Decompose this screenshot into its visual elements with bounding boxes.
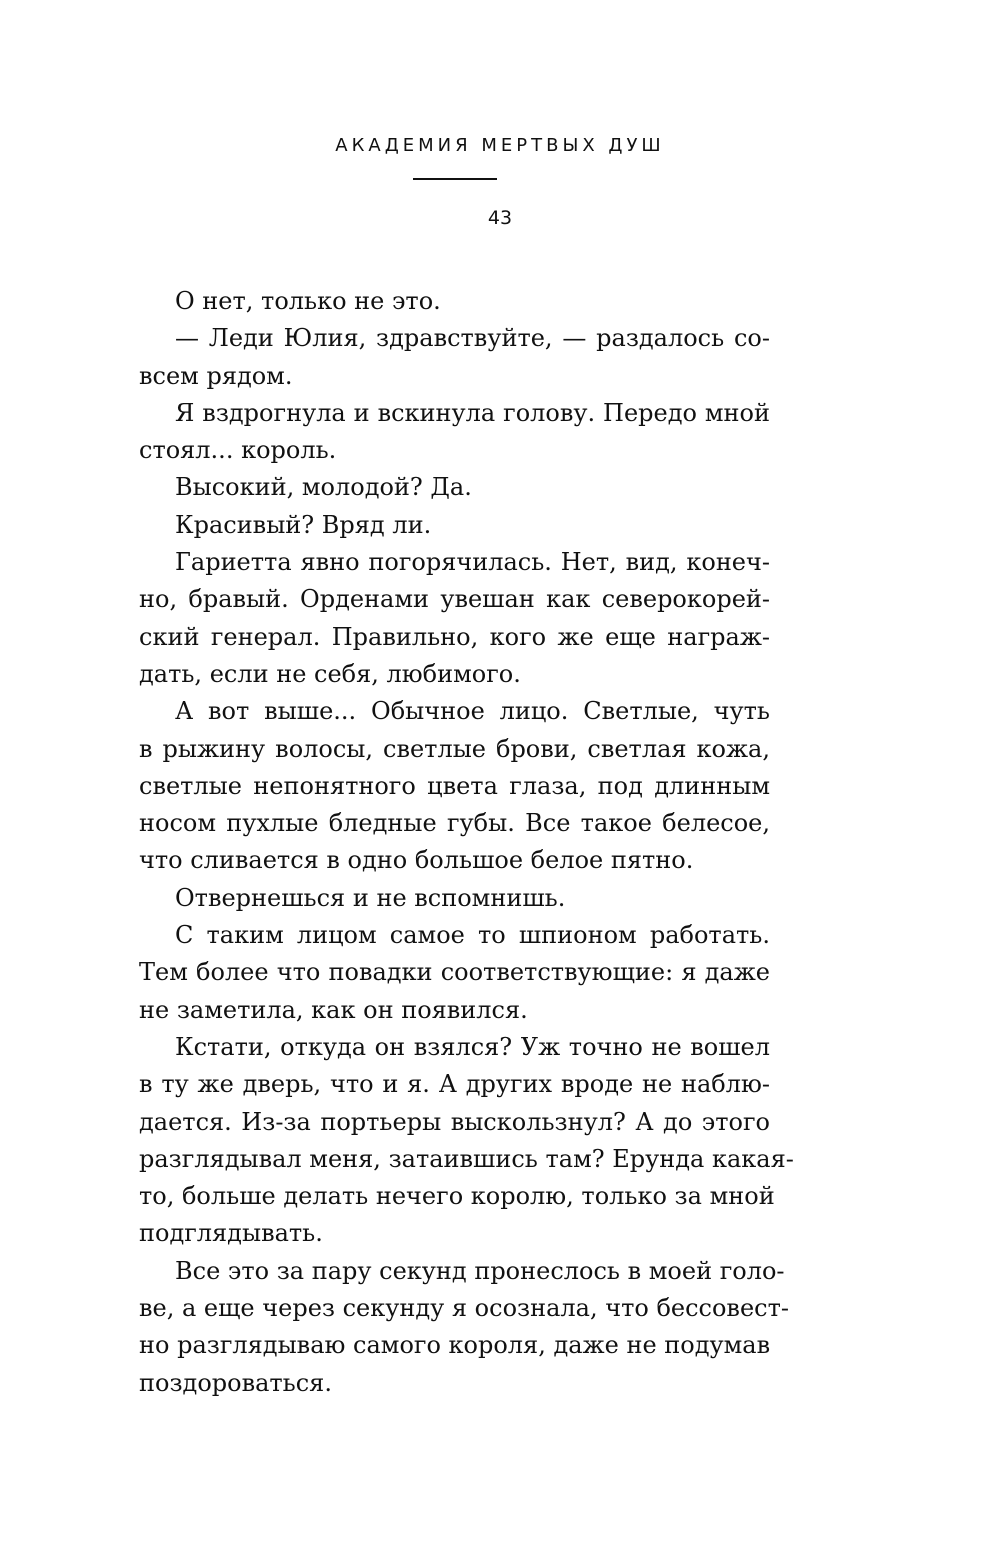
text-line: Я вздрогнула и вскинула голову. Передо мной [175,398,770,427]
text-line: Красивый? Вряд ли. [175,510,432,539]
text-line: Отвернешься и не вспомнишь. [175,883,566,912]
text-line: что сливается в одно большое белое пятно. [139,846,694,875]
text-line: Высокий, молодой? Да. [175,473,472,502]
text-line: разглядывал меня, затаившись там? Ерунда какая- [139,1144,794,1173]
text-line: подглядывать. [139,1219,323,1248]
text-line: в рыжину волосы, светлые брови, светлая кожа, [139,734,770,763]
page-number: 43 [487,207,513,229]
text-line: в ту же дверь, что и я. А других вроде не наблю- [139,1070,770,1099]
text-line: всем рядом. [139,361,293,390]
text-line: но, бравый. Орденами увешан как северокорей- [139,585,770,614]
text-block [139,283,794,1402]
text-line: ский генерал. Правильно, кого же еще награж- [139,622,770,651]
text-line: то, больше делать нечего королю, только за мной [139,1182,775,1211]
text-line: носом пухлые бледные губы. Все такое белесое, [139,809,770,838]
text-line: Тем более что повадки соответствующие: я даже [139,958,770,987]
text-line: ве, а еще через секунду я осознала, что бессовест- [139,1294,789,1323]
running-head: АКАДЕМИЯ МЕРТВЫХ ДУШ [335,135,665,156]
text-line: светлые непонятного цвета глаза, под длинным [139,771,770,800]
text-line: дается. Из-за портьеры выскользнул? А до этого [139,1107,770,1136]
text-line: поздороваться. [139,1368,332,1397]
text-line: Все это за пару секунд пронеслось в моей голо- [175,1256,785,1285]
text-line: — Леди Юлия, здравствуйте, — раздалось со- [175,324,770,353]
text-line: Гариетта явно погорячилась. Нет, вид, конеч- [175,548,770,577]
text-line: Кстати, откуда он взялся? Уж точно не вошел [175,1032,770,1061]
text-line: О нет, только не это. [175,287,441,315]
text-line: стоял... король. [139,436,337,465]
text-line: С таким лицом самое то шпионом работать. [175,921,770,950]
text-line: дать, если не себя, любимого. [139,659,521,688]
text-line: но разглядываю самого короля, даже не подумав [139,1331,771,1360]
text-line: А вот выше... Обычное лицо. Светлые, чуть [175,697,770,726]
text-line: не заметила, как он появился. [139,995,528,1024]
header-rule [413,178,497,180]
